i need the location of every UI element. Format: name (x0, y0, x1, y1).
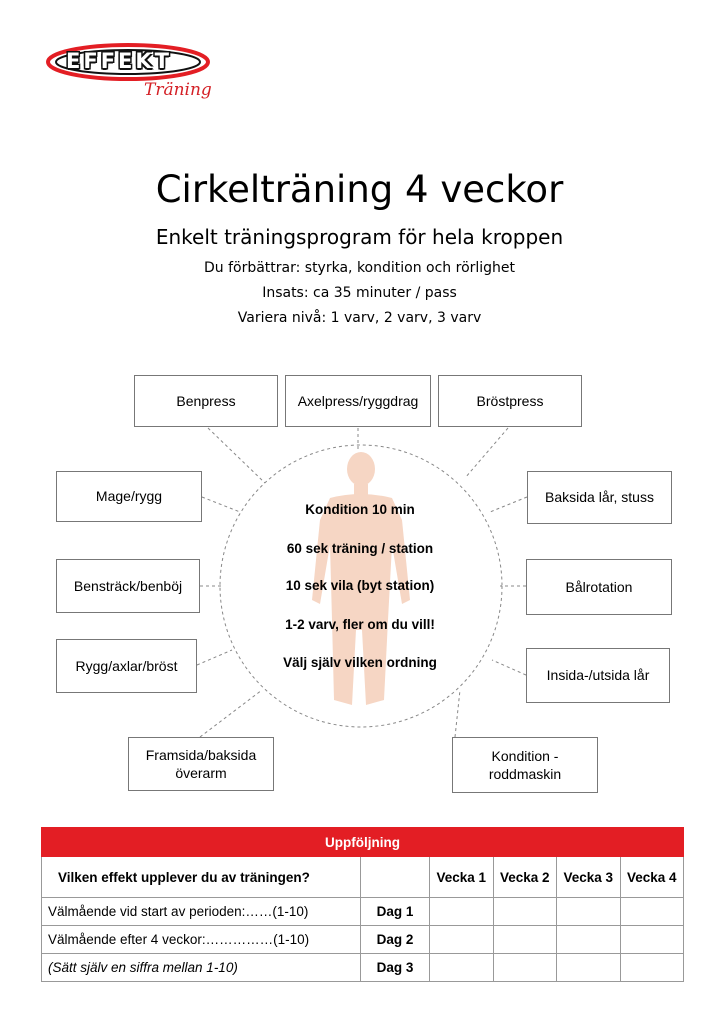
score-cell[interactable] (620, 926, 684, 954)
score-cell[interactable] (620, 898, 684, 926)
row-day: Dag 1 (361, 898, 430, 926)
station-kondition-roddmaskin (452, 737, 598, 793)
center-text-3: 10 sek vila (byt station) (285, 578, 435, 593)
station-kondition-line2: roddmaskin (488, 766, 562, 782)
followup-question: Vilken effekt upplever du av träningen? (42, 857, 361, 898)
station-framsida-baksida (128, 737, 274, 791)
score-cell[interactable] (557, 926, 621, 954)
week-1-header: Vecka 1 (430, 857, 494, 898)
station-kondition-line1: Kondition - (491, 747, 559, 764)
logo-word: EFFEKT (66, 49, 172, 73)
table-row (42, 926, 684, 954)
score-cell[interactable] (557, 954, 621, 982)
benefit-line: Du förbättrar: styrka, kondition och rörlighet (203, 260, 516, 276)
center-text-2: 60 sek träning / station (286, 541, 434, 556)
station-benpress: Benpress (134, 375, 278, 427)
score-cell[interactable] (493, 954, 557, 982)
followup-table (41, 827, 684, 982)
station-framsida-line1: Framsida/baksida (145, 746, 257, 763)
center-text-5: Välj själv vilken ordning (283, 655, 437, 670)
score-cell[interactable] (430, 954, 494, 982)
station-balrotation: Bålrotation (526, 559, 672, 615)
score-cell[interactable] (430, 898, 494, 926)
center-text-1: Kondition 10 min (305, 502, 415, 517)
row-label: Välmående vid start av perioden:……(1-10) (42, 898, 361, 926)
score-cell[interactable] (557, 898, 621, 926)
table-row (42, 954, 684, 982)
week-3-header: Vecka 3 (557, 857, 621, 898)
effort-line: Insats: ca 35 minuter / pass (262, 285, 457, 301)
score-cell[interactable] (493, 926, 557, 954)
page-title: Cirkelträning 4 veckor (155, 168, 564, 211)
page-subtitle: Enkelt träningsprogram för hela kroppen (155, 225, 564, 249)
center-text-4: 1-2 varv, fler om du vill! (285, 617, 435, 632)
station-benstrack: Bensträck/benböj (56, 559, 200, 613)
station-framsida-line2: överarm (175, 765, 227, 781)
station-mage-rygg: Mage/rygg (56, 471, 202, 522)
row-label: (Sätt själv en siffra mellan 1-10) (42, 954, 361, 982)
station-axelpress: Axelpress/ryggdrag (285, 375, 431, 427)
week-2-header: Vecka 2 (493, 857, 557, 898)
followup-title: Uppföljning (42, 828, 684, 857)
station-baksida-lar: Baksida lår, stuss (527, 471, 672, 524)
station-insida-lar: Insida-/utsida lår (526, 648, 670, 703)
row-label: Välmående efter 4 veckor:……………(1-10) (42, 926, 361, 954)
row-day: Dag 2 (361, 926, 430, 954)
row-day: Dag 3 (361, 954, 430, 982)
day-header-cell (361, 857, 430, 898)
station-rygg-axlar: Rygg/axlar/bröst (56, 639, 197, 693)
score-cell[interactable] (493, 898, 557, 926)
logo-subtitle: Träning (144, 80, 212, 100)
table-row (42, 898, 684, 926)
station-brostpress: Bröstpress (438, 375, 582, 427)
week-4-header: Vecka 4 (620, 857, 684, 898)
level-line: Variera nivå: 1 varv, 2 varv, 3 varv (237, 310, 482, 326)
score-cell[interactable] (620, 954, 684, 982)
score-cell[interactable] (430, 926, 494, 954)
